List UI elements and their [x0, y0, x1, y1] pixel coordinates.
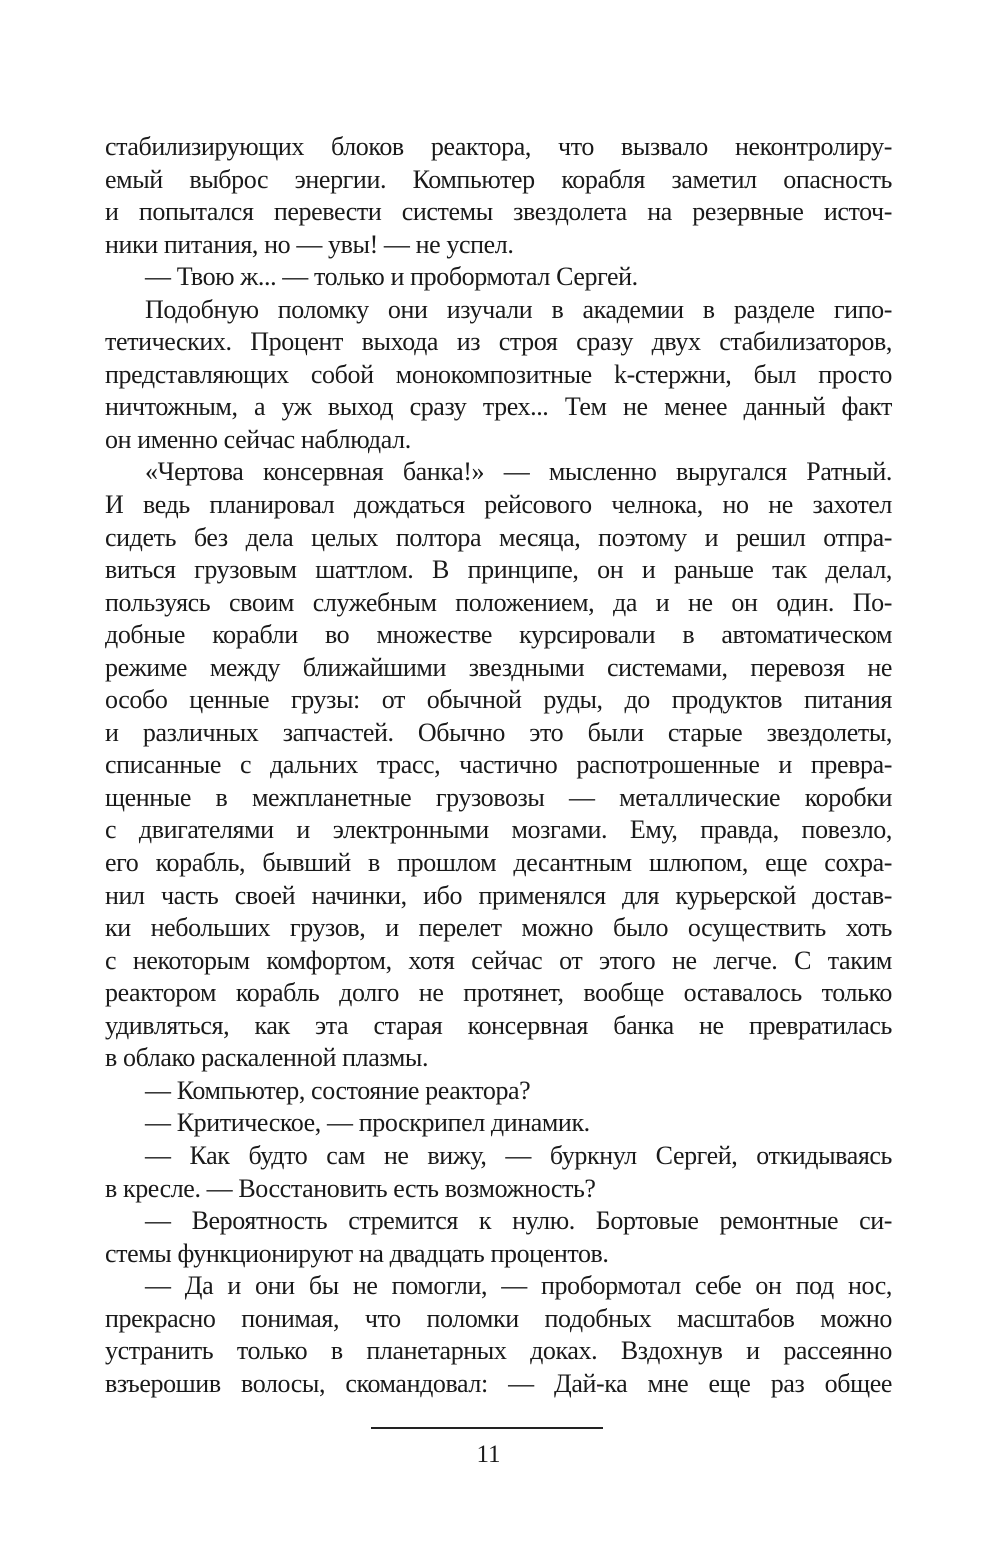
text-line: он именно сейчас наблюдал. — [105, 424, 411, 454]
text-line: устранить только в планетарных доках. Вздохнув и рассеянно — [105, 1336, 892, 1366]
paragraph — [105, 1270, 892, 1400]
paragraph — [105, 1107, 892, 1140]
text-line: тетических. Процент выхода из строя сразу двух стабилизаторов, — [105, 327, 892, 357]
text-line: — Вероятность стремится к нулю. Бортовые ремонтные си- — [145, 1206, 892, 1236]
footer-rule — [371, 1427, 603, 1429]
text-line: особо ценные грузы: от обычной руды, до продуктов питания — [105, 685, 892, 715]
text-line: с некоторым комфортом, хотя сейчас от этого не легче. С таким — [105, 945, 892, 975]
text-line: удивляться, как эта старая консервная банка не превратилась — [105, 1010, 892, 1040]
text-line: и различных запчастей. Обычно это были старые звездолеты, — [105, 717, 892, 747]
text-line: — Критическое, — проскрипел динамик. — [145, 1108, 590, 1138]
text-line: реактором корабль долго не протянет, вообще оставалось только — [105, 978, 892, 1008]
text-line: и попытался перевести системы звездолета на резервные источ- — [105, 197, 892, 227]
page-footer — [105, 1427, 892, 1469]
text-line: взъерошив волосы, скомандовал: — Дай-ка мне еще раз общее — [105, 1368, 892, 1398]
paragraph — [105, 1075, 892, 1108]
text-line: ки небольших грузов, и перелет можно было осуществить хоть — [105, 913, 892, 943]
text-line: И ведь планировал дождаться рейсового челнока, но не захотел — [105, 490, 892, 520]
paragraph — [105, 1140, 892, 1205]
text-line: с двигателями и электронными мозгами. Ему, правда, повезло, — [105, 815, 892, 845]
text-line: нил часть своей начинки, ибо применялся для курьерской достав- — [105, 880, 892, 910]
paragraph — [105, 1205, 892, 1270]
paragraph — [105, 131, 892, 261]
text-line: ники питания, но — увы! — не успел. — [105, 229, 514, 259]
page-number: 11 — [476, 1441, 501, 1468]
text-line: его корабль, бывший в прошлом десантным шлюпом, еще сохра- — [105, 848, 892, 878]
text-line: — Да и они бы не помогли, — пробормотал себе он под нос, — [145, 1271, 892, 1301]
text-line: представляющих собой монокомпозитные k-стержни, был просто — [105, 359, 892, 389]
text-line: в кресле. — Восстановить есть возможность? — [105, 1173, 596, 1203]
text-line: ничтожным, а уж выход сразу трех... Тем не менее данный факт — [105, 392, 892, 422]
text-line: — Как будто сам не вижу, — буркнул Сергей, откидываясь — [145, 1140, 892, 1170]
text-line: Подобную поломку они изучали в академии в разделе гипо- — [145, 294, 892, 324]
text-line: пользуясь своим служебным положением, да и не он один. По- — [105, 587, 892, 617]
text-line: — Компьютер, состояние реактора? — [145, 1075, 531, 1105]
text-line: стемы функционируют на двадцать процентов. — [105, 1238, 609, 1268]
text-line: прекрасно понимая, что поломки подобных масштабов можно — [105, 1303, 892, 1333]
text-line: «Чертова консервная банка!» — мысленно выругался Ратный. — [145, 457, 892, 487]
text-line: режиме между ближайшими звездными системами, перевозя не — [105, 652, 892, 682]
paragraph — [105, 294, 892, 457]
text-line: в облако раскаленной плазмы. — [105, 1043, 429, 1073]
text-line: емый выброс энергии. Компьютер корабля заметил опасность — [105, 164, 892, 194]
text-line: виться грузовым шаттлом. В принципе, он и раньше так делал, — [105, 555, 892, 585]
text-block — [105, 131, 892, 1400]
paragraph — [105, 261, 892, 294]
paragraph — [105, 456, 892, 1074]
text-line: — Твою ж... — только и пробормотал Сергей. — [145, 262, 638, 292]
text-line: добные корабли во множестве курсировали в автоматическом — [105, 620, 892, 650]
text-line: стабилизирующих блоков реактора, что вызвало неконтролиру- — [105, 132, 892, 161]
text-line: щенные в межпланетные грузовозы — металлические коробки — [105, 782, 892, 812]
text-line: сидеть без дела целых полтора месяца, поэтому и решил отпра- — [105, 522, 892, 552]
text-line: списанные с дальних трасс, частично распотрошенные и превра- — [105, 750, 892, 780]
